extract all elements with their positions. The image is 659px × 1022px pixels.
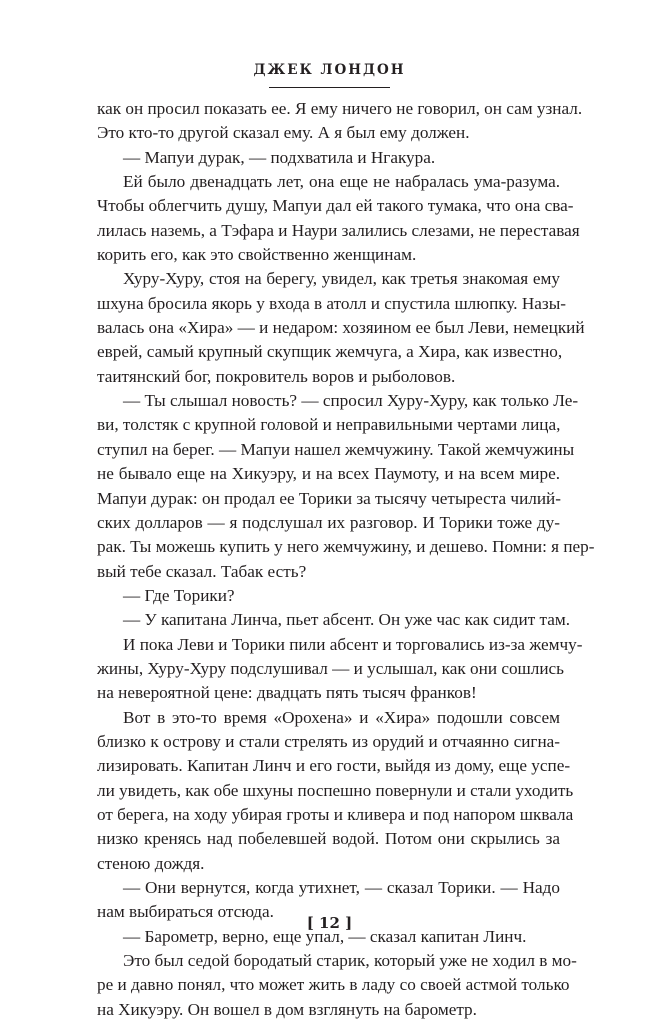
text-line: вый тебе сказал. Табак есть? (97, 561, 307, 581)
text-line: близко к острову и стали стрелять из орудий и отчаянно сигна- (97, 731, 560, 751)
text-line: — Они вернутся, когда утихнет, — сказал Торики. — Надо (123, 878, 560, 897)
running-head-rule (269, 87, 390, 88)
text-line: валась она «Хира» — и недаром: хозяином ее был Леви, немецкий (97, 318, 585, 338)
text-line: корить его, как это свойственно женщинам. (97, 245, 417, 265)
text-line: низко кренясь над побелевшей водой. Потом они скрылись за (97, 829, 560, 849)
text-line: Это был седой бородатый старик, который уже не ходил в мо- (123, 951, 577, 971)
text-line: ских долларов — я подслушал их разговор. И Торики тоже ду- (97, 512, 560, 532)
text-line: — Где Торики? (123, 585, 235, 605)
text-line: — Мапуи дурак, — подхватила и Нгакура. (123, 147, 436, 167)
text-line: рак. Ты можешь купить у него жемчужину, и дешево. Помни: я пер- (97, 537, 595, 557)
text-line: Это кто-то другой сказал ему. А я был ему должен. (97, 123, 470, 143)
page-number: [ 12 ] (306, 914, 353, 932)
text-line: Мапуи дурак: он продал ее Торики за тысячу четыреста чилий- (97, 488, 561, 508)
text-line: шхуна бросила якорь у входа в атолл и спустила шлюпку. Назы- (97, 293, 566, 313)
text-line: как он просил показать ее. Я ему ничего не говорил, он сам узнал. (97, 99, 583, 118)
running-head: ДЖЕК ЛОНДОН (253, 62, 406, 78)
body-text (97, 97, 595, 1022)
text-line: Хуру-Хуру, стоя на берегу, увидел, как третья знакомая ему (123, 269, 560, 289)
text-line: ре и давно понял, что может жить в ладу со своей астмой только (97, 975, 570, 995)
text-line: не бывало еще на Хикуэру, и на всех Паумоту, и на всем мире. (97, 464, 560, 484)
text-line: таитянский бог, покровитель воров и рыболовов. (97, 366, 456, 386)
text-line: лилась наземь, а Тэфара и Наури залились слезами, не переставая (97, 220, 580, 240)
text-line: от берега, на ходу убирая гроты и кливера и под напором шквала (97, 804, 574, 824)
text-line: ступил на берег. — Мапуи нашел жемчужину. Такой жемчужины (97, 439, 575, 459)
text-line: на Хикуэру. Он вошел в дом взглянуть на барометр. (97, 999, 477, 1019)
text-line: ли увидеть, как обе шхуны поспешно повернули и стали уходить (97, 780, 574, 800)
text-line: — У капитана Линча, пьет абсент. Он уже час как сидит там. (123, 610, 571, 630)
text-line: Вот в это-то время «Орохена» и «Хира» подошли совсем (123, 707, 560, 727)
text-line: Ей было двенадцать лет, она еще не набралась ума-разума. (123, 172, 560, 192)
text-line: жины, Хуру-Хуру подслушивал — и услышал, как они сошлись (97, 658, 565, 678)
text-line: на невероятной цене: двадцать пять тысяч франков! (97, 683, 477, 703)
text-line: — Ты слышал новость? — спросил Хуру-Хуру, как только Ле- (123, 391, 579, 411)
text-line: еврей, самый крупный скупщик жемчуга, а Хира, как известно, (97, 342, 563, 362)
text-line: ви, толстяк с крупной головой и неправильными чертами лица, (97, 415, 561, 435)
text-line: И пока Леви и Торики пили абсент и торговались из-за жемчу- (123, 634, 583, 654)
text-line: Чтобы облегчить душу, Мапуи дал ей такого тумака, что она сва- (97, 196, 574, 216)
text-line: нам выбираться отсюда. (97, 902, 274, 922)
text-line: стеною дождя. (97, 853, 205, 873)
text-line: лизировать. Капитан Линч и его гости, выйдя из дому, еще успе- (97, 756, 571, 776)
text-line: — Барометр, верно, еще упал, — сказал капитан Линч. (123, 926, 527, 946)
